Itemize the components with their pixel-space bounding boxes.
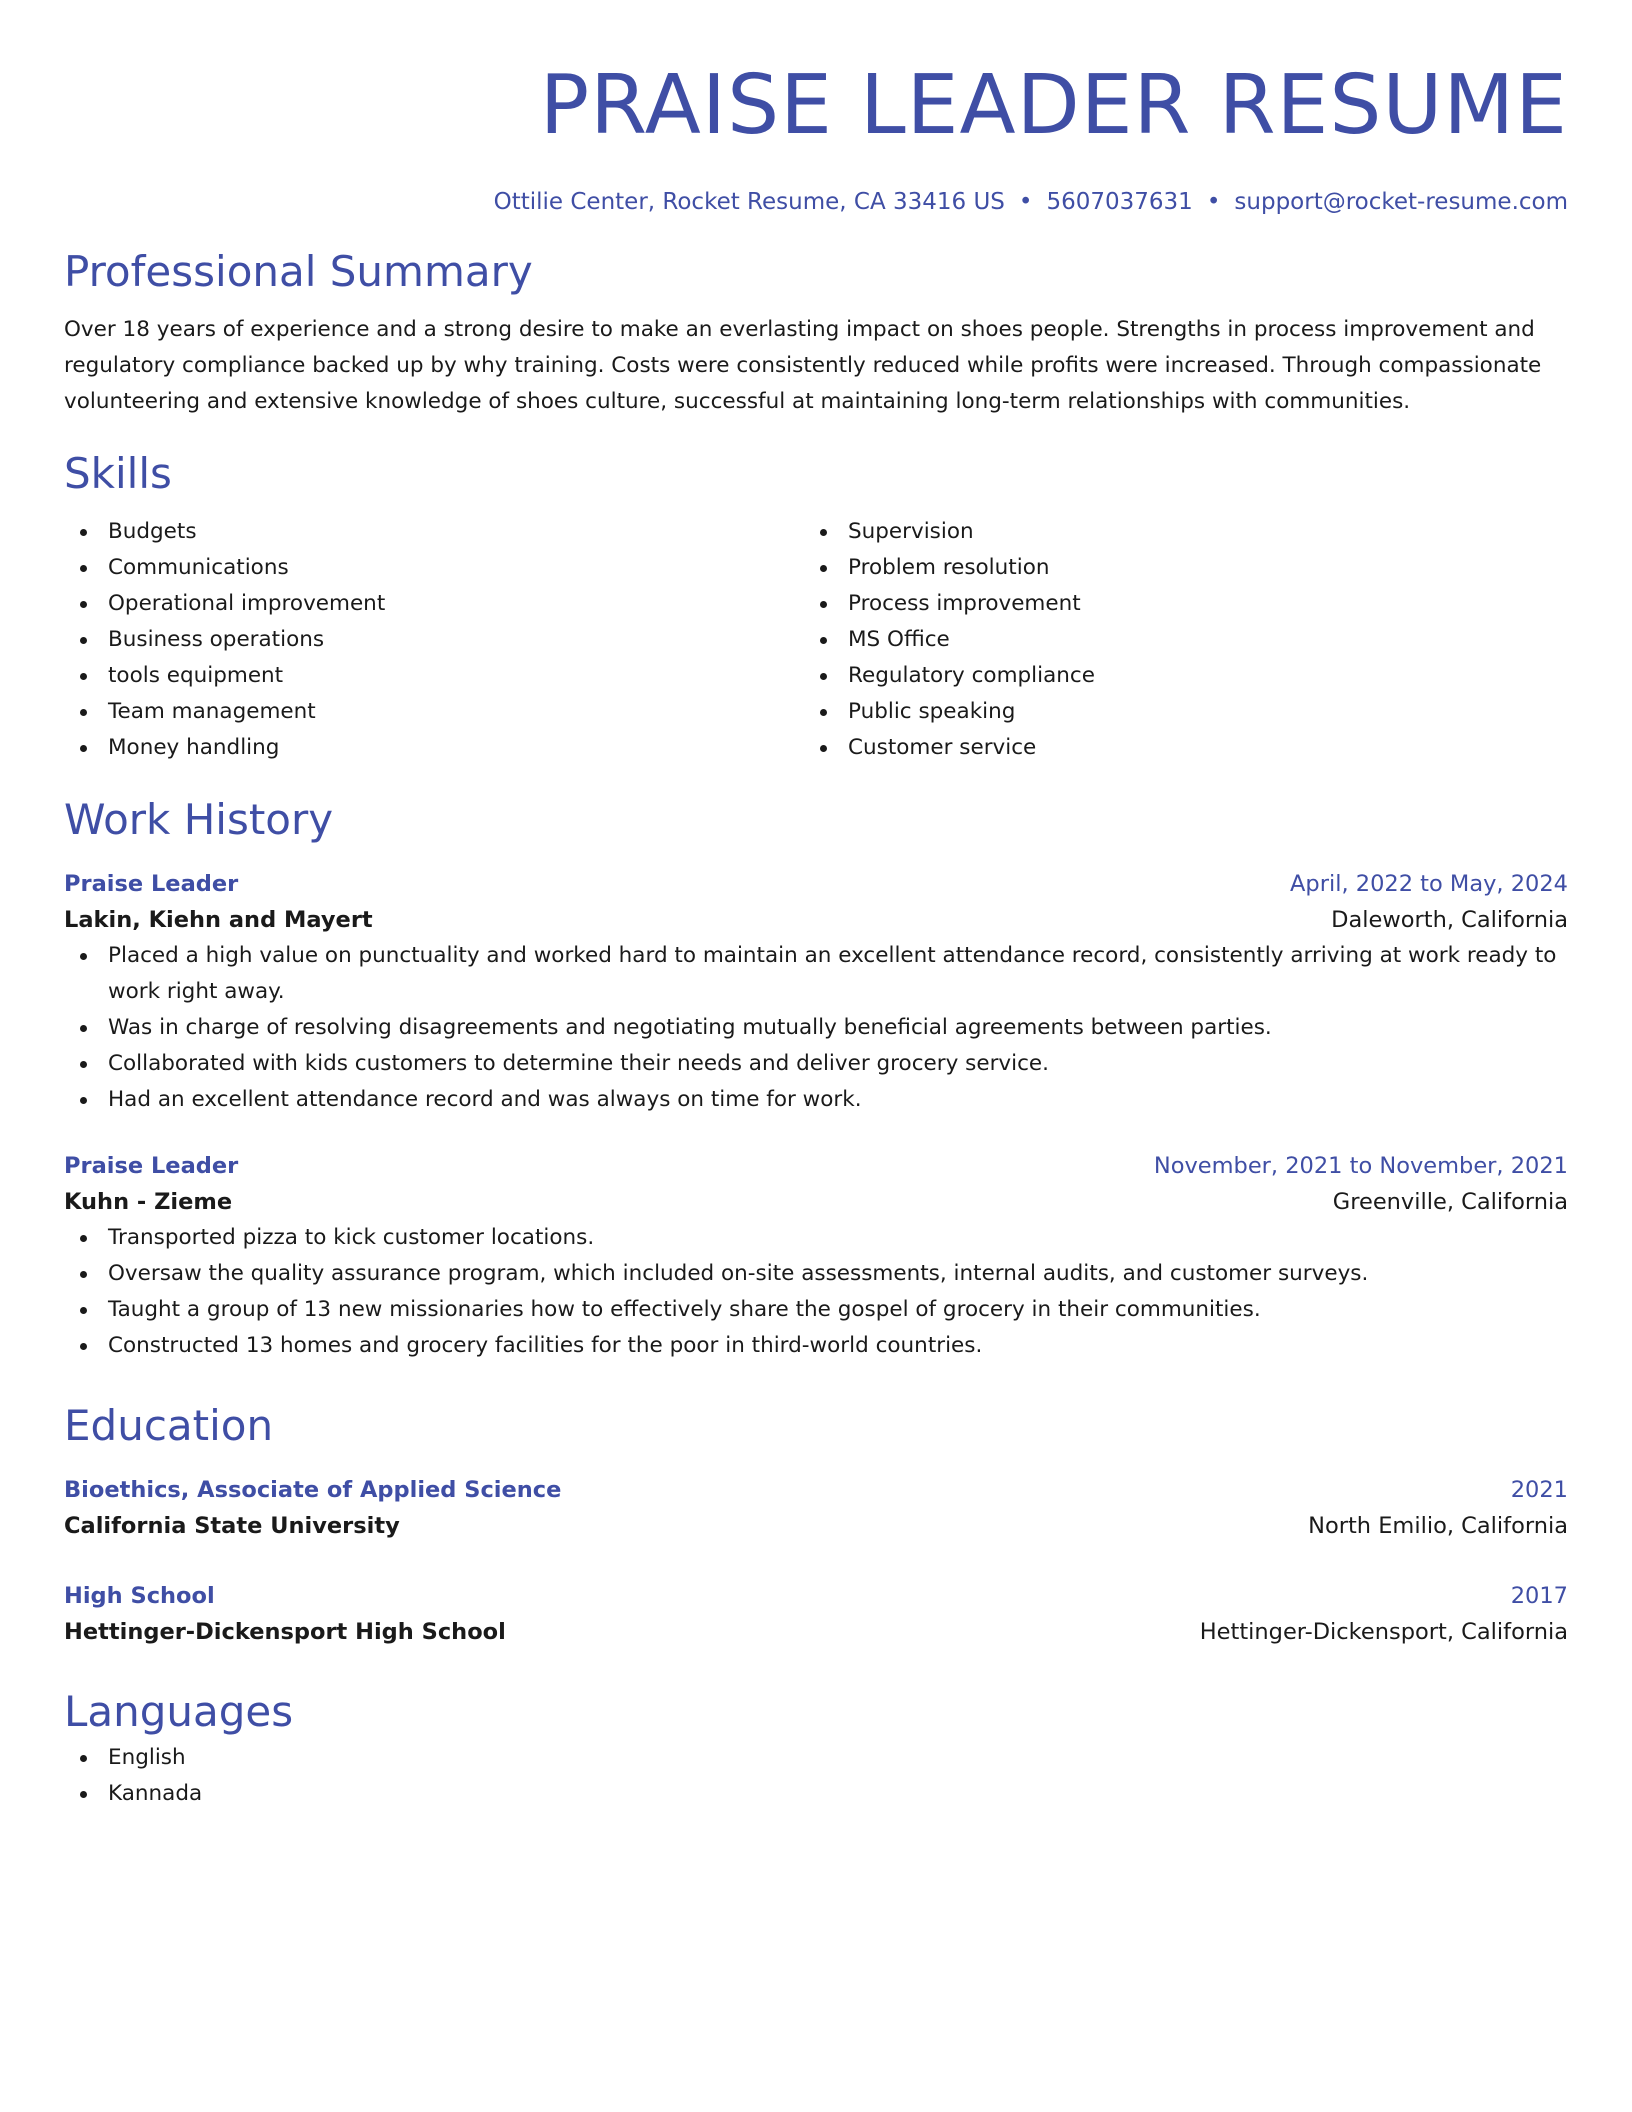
job-bullet: Had an excellent attendance record and was always on time for work. [64, 1082, 1568, 1118]
skills-section [64, 446, 1568, 766]
section-heading: Work History [64, 795, 334, 844]
skill-item: Problem resolution [804, 550, 1544, 586]
skills-list [64, 514, 804, 766]
skill-item: tools equipment [64, 658, 804, 694]
job-dates: November, 2021 to November, 2021 [1153, 1153, 1568, 1179]
job-bullets [64, 938, 1568, 1118]
job-bullet: Constructed 13 homes and grocery facilities for the poor in third-world countries. [64, 1328, 1568, 1364]
education-school-row [64, 1508, 1568, 1544]
skill-item: MS Office [804, 622, 1544, 658]
job-header-row [64, 1148, 1568, 1184]
job-title: Praise Leader [64, 1153, 239, 1179]
languages-list [64, 1740, 1568, 1812]
skill-item: Team management [64, 694, 804, 730]
job-header-row [64, 866, 1568, 902]
education-year: 2021 [1510, 1477, 1568, 1503]
education-entry [64, 1578, 1568, 1650]
skills-column-right [804, 514, 1544, 766]
education-section [64, 1398, 1568, 1650]
contact-separator: • [1018, 189, 1033, 215]
education-year: 2017 [1510, 1583, 1568, 1609]
resume-header [64, 56, 1568, 218]
education-entry [64, 1472, 1568, 1544]
skill-item: Supervision [804, 514, 1544, 550]
job-entry [64, 1148, 1568, 1364]
skill-item: Public speaking [804, 694, 1544, 730]
skill-item: Budgets [64, 514, 804, 550]
skill-item: Regulatory compliance [804, 658, 1544, 694]
resume-title: PRAISE LEADER RESUME [539, 58, 1568, 153]
skill-item: Communications [64, 550, 804, 586]
job-bullet: Placed a high value on punctuality and worked hard to maintain an excellent attendance record, consistently arriving at work ready to work right away. [64, 938, 1568, 1010]
job-bullets [64, 1220, 1568, 1364]
job-bullet: Collaborated with kids customers to determine their needs and deliver grocery service. [64, 1046, 1568, 1082]
education-school: Hettinger-Dickensport High School [64, 1619, 506, 1645]
skills-list [804, 514, 1544, 766]
skill-item: Process improvement [804, 586, 1544, 622]
contact-line [64, 186, 1568, 218]
skill-item: Customer service [804, 730, 1544, 766]
section-heading: Skills [64, 449, 172, 498]
education-location: Hettinger-Dickensport, California [1199, 1619, 1568, 1645]
skills-column-left [64, 514, 804, 766]
job-entry [64, 866, 1568, 1118]
job-location: Greenville, California [1332, 1189, 1568, 1215]
job-company-row [64, 902, 1568, 938]
section-heading: Languages [64, 1687, 294, 1736]
job-title: Praise Leader [64, 871, 239, 897]
job-location: Daleworth, California [1331, 907, 1568, 933]
job-bullet: Oversaw the quality assurance program, which included on-site assessments, internal audits, and customer surveys. [64, 1256, 1568, 1292]
contact-address: Ottilie Center, Rocket Resume, CA 33416 US [493, 189, 1005, 215]
language-item: Kannada [64, 1776, 1568, 1812]
education-degree: High School [64, 1583, 215, 1609]
education-degree: Bioethics, Associate of Applied Science [64, 1477, 562, 1503]
language-item: English [64, 1740, 1568, 1776]
languages-section [64, 1684, 1568, 1812]
education-header-row [64, 1578, 1568, 1614]
job-bullet: Was in charge of resolving disagreements and negotiating mutually beneficial agreements between parties. [64, 1010, 1568, 1046]
work-history-section [64, 792, 1568, 1364]
job-bullet: Taught a group of 13 new missionaries how to effectively share the gospel of grocery in their communities. [64, 1292, 1568, 1328]
skill-item: Operational improvement [64, 586, 804, 622]
skill-item: Money handling [64, 730, 804, 766]
job-company: Lakin, Kiehn and Mayert [64, 907, 373, 933]
contact-separator: • [1206, 189, 1221, 215]
job-dates: April, 2022 to May, 2024 [1290, 871, 1568, 897]
section-heading: Education [64, 1401, 274, 1450]
skill-item: Business operations [64, 622, 804, 658]
section-heading: Professional Summary [64, 247, 533, 296]
contact-phone: 5607037631 [1046, 189, 1193, 215]
job-company: Kuhn - Zieme [64, 1189, 233, 1215]
education-location: North Emilio, California [1308, 1513, 1568, 1539]
education-school: California State University [64, 1513, 400, 1539]
summary-text: Over 18 years of experience and a strong desire to make an everlasting impact on shoes people. Strengths in process improvement and regulatory compliance backed up by why training. Costs were consistently reduced while profits were increased. Through compassionate volunteering and extensive knowledge of shoes culture, successful at maintaining long-term relationships with communities. [64, 317, 1542, 414]
education-header-row [64, 1472, 1568, 1508]
job-company-row [64, 1184, 1568, 1220]
education-school-row [64, 1614, 1568, 1650]
contact-email: support@rocket-resume.com [1234, 189, 1568, 215]
professional-summary-section [64, 244, 1568, 420]
job-bullet: Transported pizza to kick customer locations. [64, 1220, 1568, 1256]
skills-columns [64, 514, 1568, 766]
